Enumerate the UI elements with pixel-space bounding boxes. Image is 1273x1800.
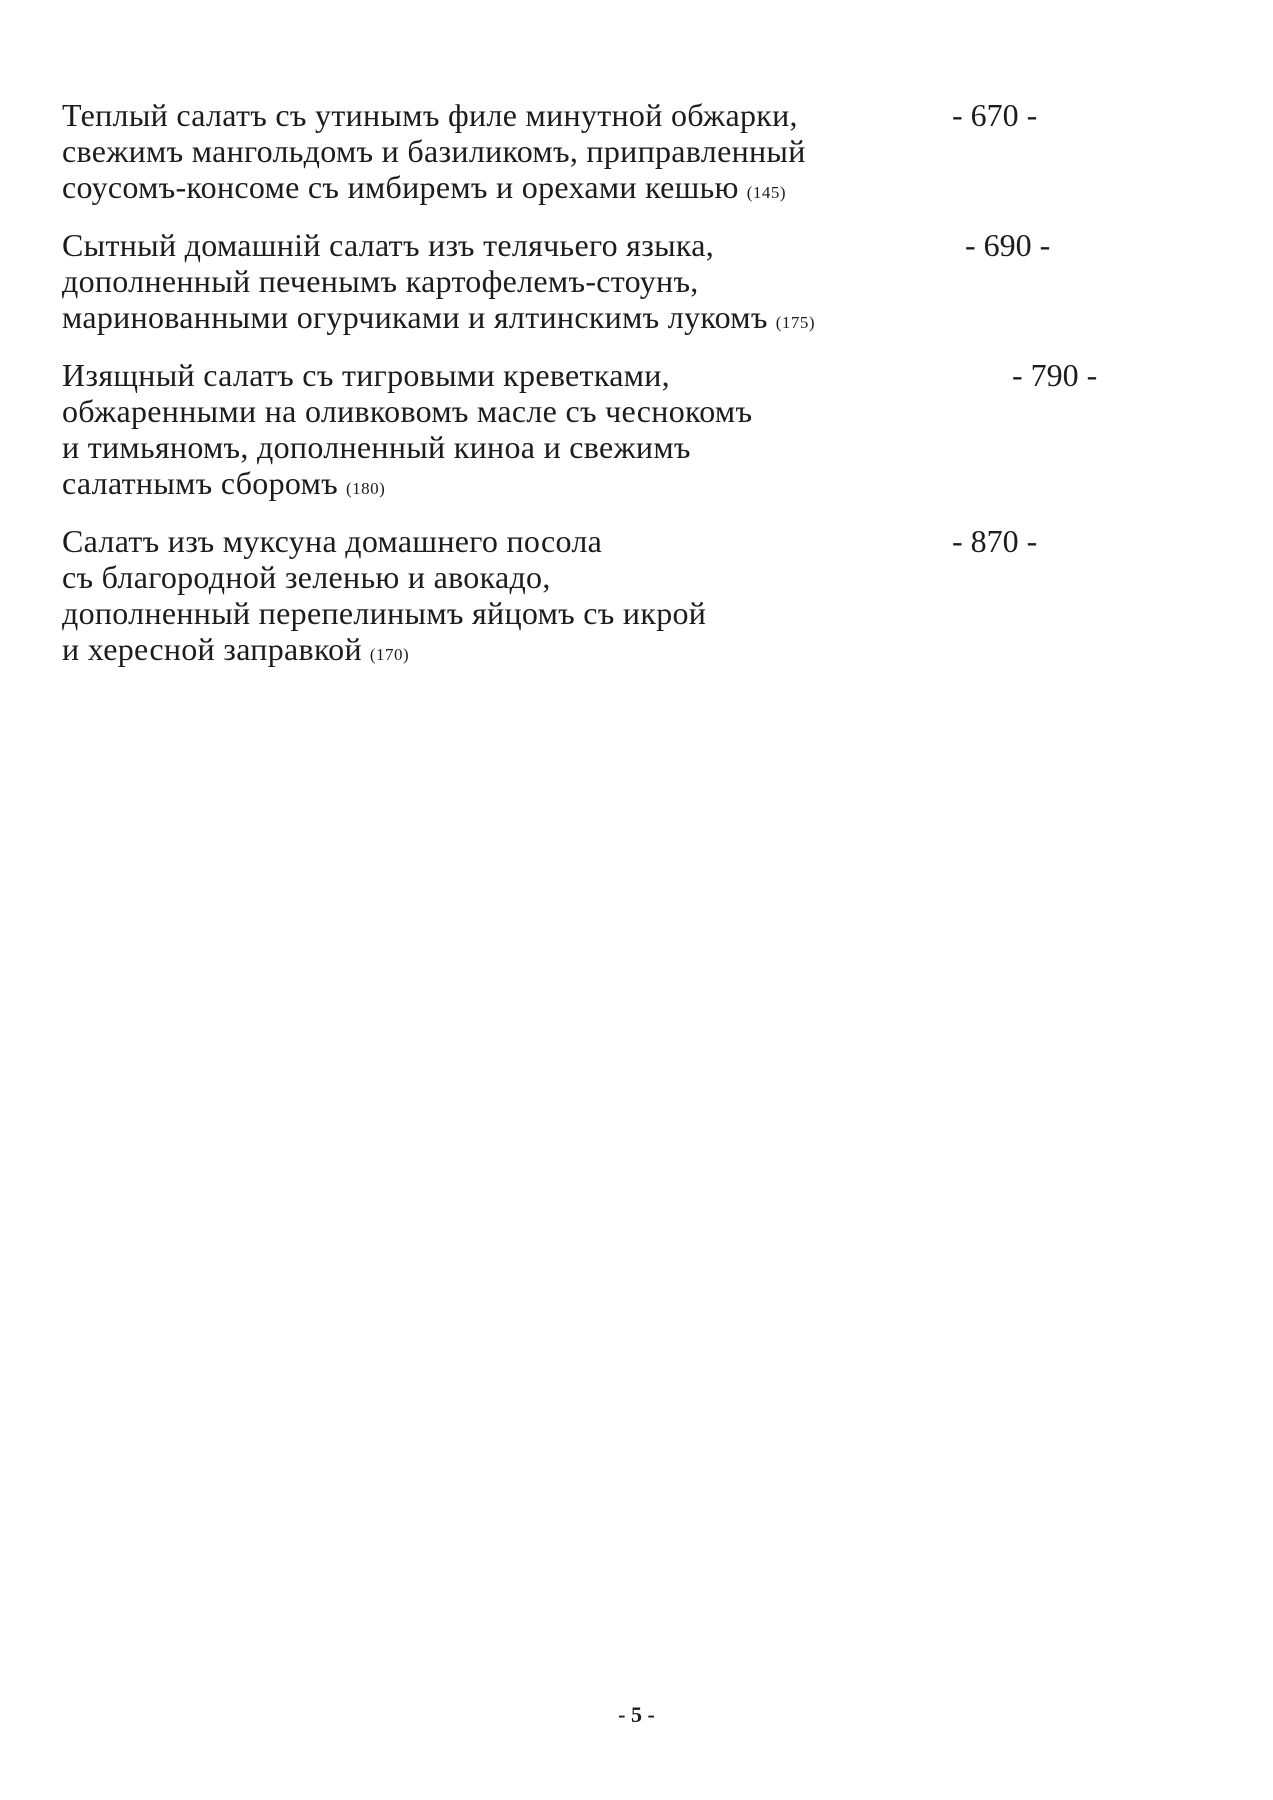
dish-weight: (145) [746, 183, 787, 202]
dish-description-line: и тимьяномъ, дополненный киноа и свежимъ [62, 429, 691, 465]
dish-description-line: соусомъ-консоме съ имбиремъ и орехами кешью (145) [62, 169, 787, 205]
dish-price: - 790 - [1012, 357, 1098, 393]
dish-description-line: дополненный печенымъ картофелемъ-стоунъ, [62, 263, 699, 299]
dish-description-line: Салатъ изъ муксуна домашнего посола [62, 523, 603, 559]
dish-price: - 870 - [952, 523, 1038, 559]
dish-description-line: свежимъ мангольдомъ и базиликомъ, приправленный [62, 133, 806, 169]
dish-description-line: обжаренными на оливковомъ масле съ чеснокомъ [62, 393, 753, 429]
menu-item-shrimp-salad [62, 357, 1098, 507]
dish-description-line: салатнымъ сборомъ (180) [62, 465, 386, 501]
dish-price: - 670 - [952, 97, 1038, 133]
dish-description-line: съ благородной зеленью и авокадо, [62, 559, 551, 595]
dish-weight: (170) [369, 645, 410, 664]
dish-description-line: Изящный салатъ съ тигровыми креветками, [62, 357, 670, 393]
dish-description-line: маринованными огурчиками и ялтинскимъ лукомъ (175) [62, 299, 816, 335]
menu-item-tongue-salad [62, 227, 1051, 341]
dish-price: - 690 - [965, 227, 1051, 263]
dish-description-line: Теплый салатъ съ утинымъ филе минутной обжарки, [62, 97, 798, 133]
dish-description-line: и хересной заправкой (170) [62, 631, 410, 667]
page-number: - 5 - [618, 1702, 655, 1727]
dish-weight: (180) [346, 479, 386, 498]
dish-weight: (175) [775, 313, 816, 332]
dish-description-line: Сытный домашнiй салатъ изъ телячьего языка, [62, 227, 715, 263]
menu-item-muksun-salad [62, 523, 1038, 673]
menu-item-duck-salad [62, 97, 1038, 211]
dish-description-line: дополненный перепелинымъ яйцомъ съ икрой [62, 595, 707, 631]
